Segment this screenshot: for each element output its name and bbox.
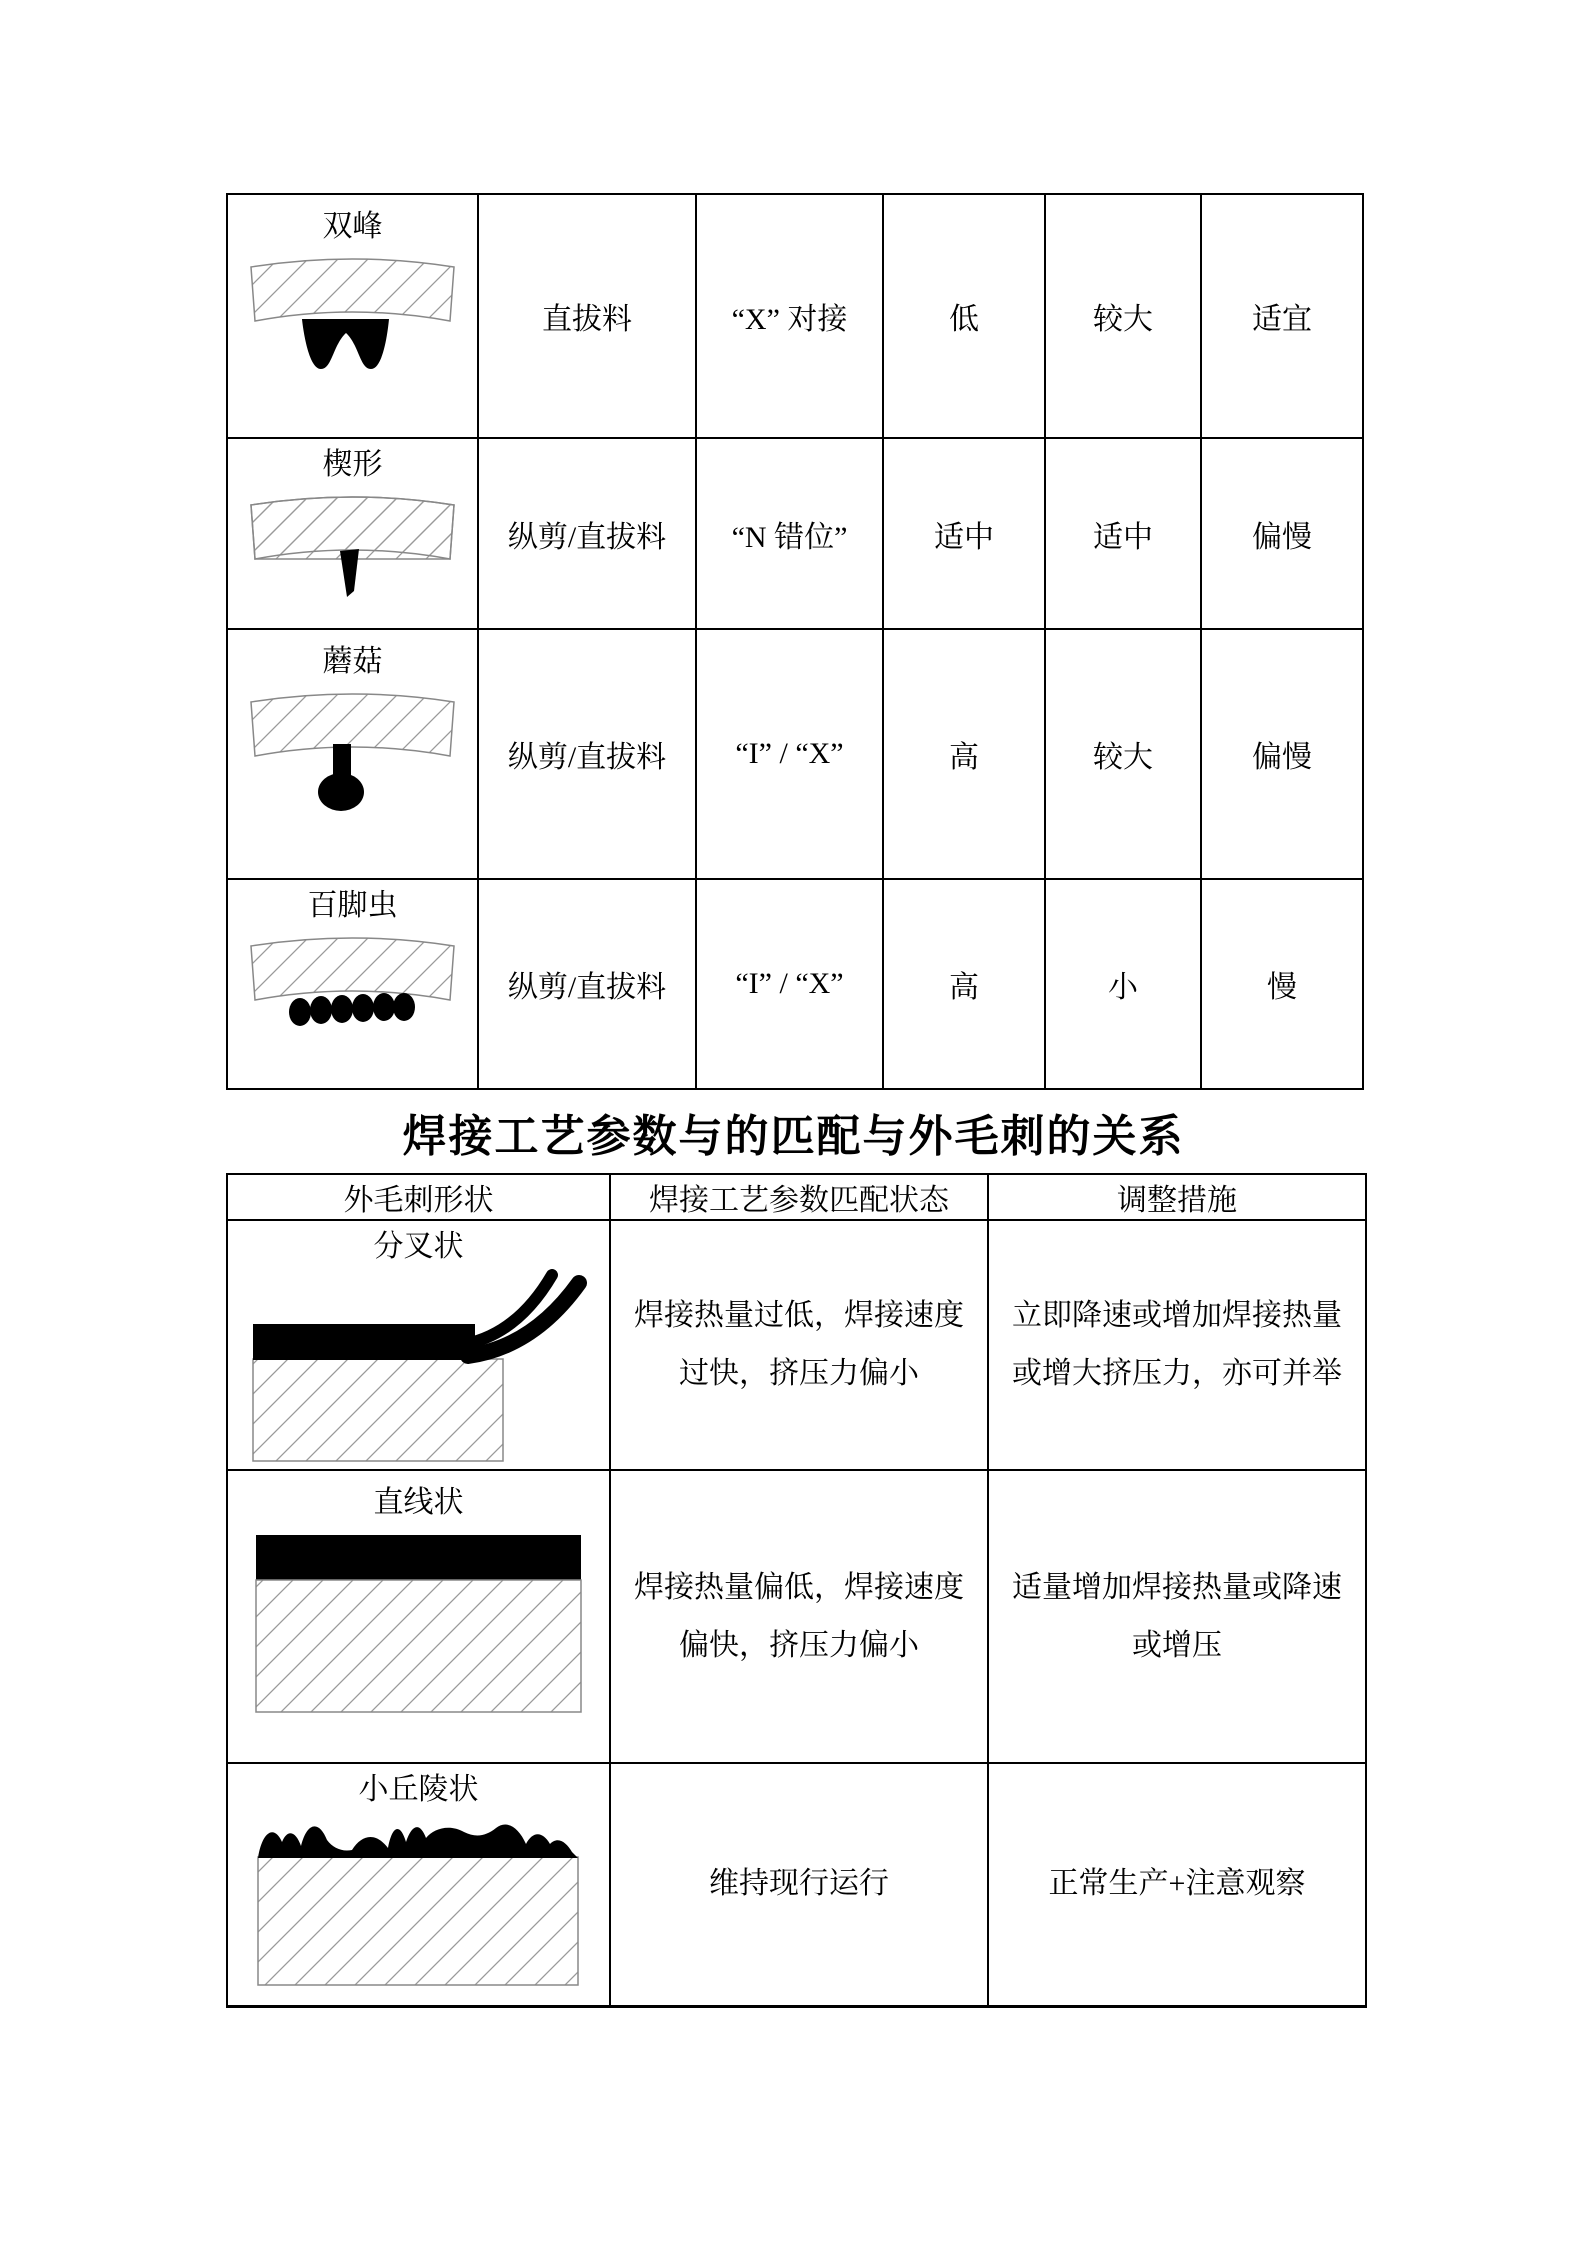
action-cell: 立即降速或增加焊接热量或增大挤压力，亦可并举	[988, 1220, 1366, 1470]
action-cell: 正常生产+注意观察	[988, 1763, 1366, 2006]
shape-cell-centipede	[227, 879, 478, 1089]
level-cell: 适中	[883, 438, 1045, 629]
hills-burr-diagram	[228, 1812, 609, 1992]
burr-shape-parameters-table	[226, 193, 1364, 1090]
table-row	[227, 629, 1363, 879]
shape-label: 蘑菇	[322, 645, 383, 678]
material-cell: 直拔料	[478, 194, 696, 438]
shape-cell-forked	[227, 1220, 610, 1470]
shape-label: 分叉状	[373, 1230, 464, 1263]
status-cell: 焊接热量偏低，焊接速度偏快，挤压力偏小	[610, 1470, 988, 1763]
header-burr-shape: 外毛刺形状	[227, 1174, 610, 1220]
status-cell: 维持现行运行	[610, 1763, 988, 2006]
centipede-diagram	[228, 928, 477, 1040]
table-row	[227, 438, 1363, 629]
table-row	[227, 879, 1363, 1089]
size-cell: 较大	[1045, 194, 1201, 438]
joint-cell: “I” / “X”	[696, 879, 883, 1089]
shape-label: 双峰	[322, 210, 383, 243]
material-cell: 纵剪/直拔料	[478, 879, 696, 1089]
shape-label: 直线状	[373, 1486, 464, 1519]
material-cell: 纵剪/直拔料	[478, 438, 696, 629]
size-cell: 小	[1045, 879, 1201, 1089]
action-cell: 适量增加焊接热量或降速或增压	[988, 1470, 1366, 1763]
size-cell: 适中	[1045, 438, 1201, 629]
shape-label: 楔形	[322, 448, 383, 481]
shape-cell-double-peak	[227, 194, 478, 438]
burr-adjustment-table	[226, 1173, 1367, 2008]
table-header-row	[227, 1174, 1366, 1220]
table-row	[227, 1470, 1366, 1763]
shape-cell-hills	[227, 1763, 610, 2006]
joint-cell: “X” 对接	[696, 194, 883, 438]
shape-cell-straight	[227, 1470, 610, 1763]
header-match-status: 焊接工艺参数匹配状态	[610, 1174, 988, 1220]
joint-cell: “N 错位”	[696, 438, 883, 629]
shape-label: 百脚虫	[307, 889, 398, 922]
double-peak-diagram	[228, 249, 477, 384]
wedge-diagram	[228, 487, 477, 605]
material-cell: 纵剪/直拔料	[478, 629, 696, 879]
forked-burr-diagram	[228, 1269, 609, 1469]
section-title: 焊接工艺参数与的匹配与外毛刺的关系	[402, 1112, 1185, 1161]
shape-cell-mushroom	[227, 629, 478, 879]
size-cell: 较大	[1045, 629, 1201, 879]
speed-cell: 适宜	[1201, 194, 1363, 438]
table-row	[227, 1763, 1366, 2006]
mushroom-diagram	[228, 684, 477, 824]
status-cell: 焊接热量过低，焊接速度过快，挤压力偏小	[610, 1220, 988, 1470]
level-cell: 高	[883, 879, 1045, 1089]
level-cell: 低	[883, 194, 1045, 438]
speed-cell: 偏慢	[1201, 629, 1363, 879]
shape-label: 小丘陵状	[358, 1773, 479, 1806]
straight-burr-diagram	[228, 1525, 609, 1725]
joint-cell: “I” / “X”	[696, 629, 883, 879]
level-cell: 高	[883, 629, 1045, 879]
header-adjustment: 调整措施	[988, 1174, 1366, 1220]
speed-cell: 慢	[1201, 879, 1363, 1089]
table-row	[227, 1220, 1366, 1470]
table-row	[227, 194, 1363, 438]
shape-cell-wedge	[227, 438, 478, 629]
speed-cell: 偏慢	[1201, 438, 1363, 629]
